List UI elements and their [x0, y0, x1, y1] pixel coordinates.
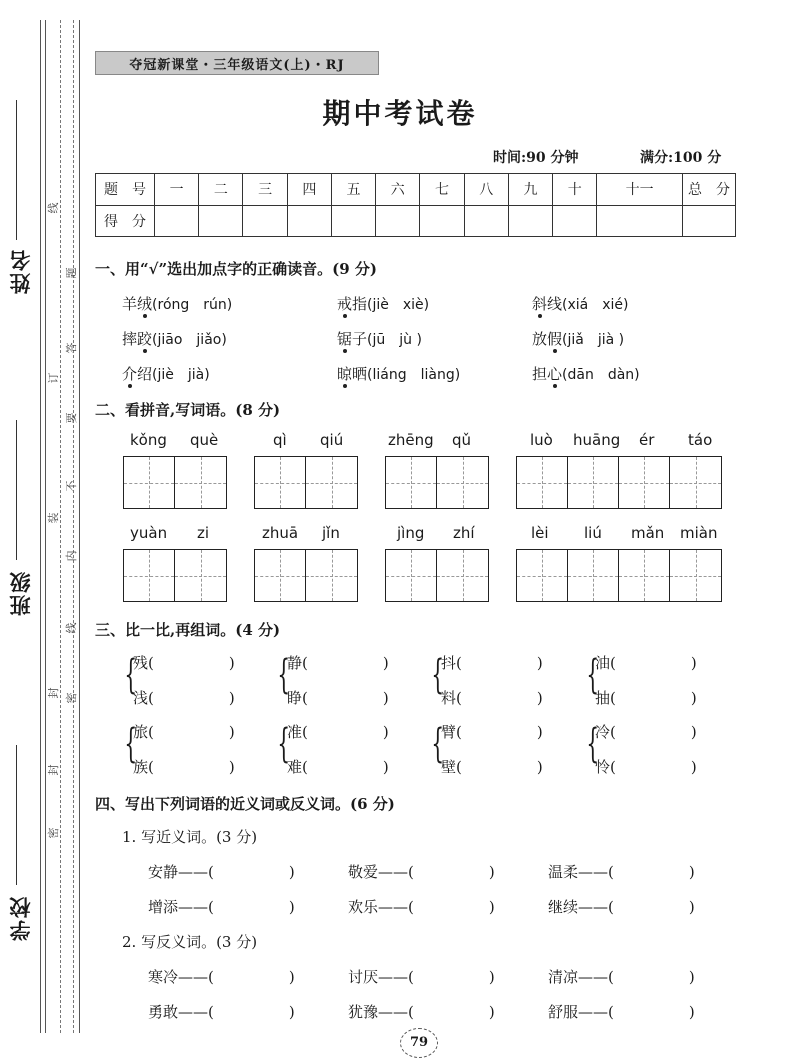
series-header: 夺冠新课堂・三年级语文(上)・RJ	[95, 51, 379, 75]
pinyin-label: qiú	[320, 431, 344, 449]
writing-grid[interactable]	[254, 456, 358, 509]
writing-grid[interactable]	[123, 549, 227, 602]
score-input-cell[interactable]	[464, 205, 508, 237]
pinyin-item: 晾晒(liáng liàng)	[337, 365, 461, 383]
table-cell: 九	[508, 174, 552, 206]
table-cell: 五	[331, 174, 375, 206]
name-label: 姓名	[8, 248, 33, 294]
writing-grid[interactable]	[516, 456, 722, 509]
pinyin-item: 戒指(jiè xiè)	[337, 295, 430, 313]
pinyin-item: 摔跤(jiāo jiǎo)	[122, 330, 227, 348]
score-input-cell[interactable]	[553, 205, 597, 237]
school-underline	[16, 745, 17, 885]
cut-mark: 答	[65, 342, 78, 354]
antonym-item[interactable]: 犹豫——( )	[348, 1003, 495, 1021]
sub-heading-antonyms: 2. 写反义词。(3 分)	[122, 933, 258, 951]
cut-line-inner	[73, 20, 74, 1033]
compare-item: 族( )	[133, 758, 235, 776]
antonym-item[interactable]: 寒冷——( )	[148, 968, 295, 986]
class-label: 班级	[8, 570, 33, 616]
writing-grid[interactable]	[385, 549, 489, 602]
brace: {	[586, 652, 600, 698]
page-title: 期中考试卷	[322, 97, 478, 130]
writing-grid[interactable]	[516, 549, 722, 602]
table-cell: 六	[376, 174, 420, 206]
brace: {	[586, 721, 600, 767]
pinyin-label: qǔ	[452, 431, 472, 449]
cut-mark: 装	[47, 512, 60, 524]
compare-item: 油( )	[595, 654, 697, 672]
table-cell: 得 分	[96, 205, 155, 237]
table-row	[96, 174, 736, 206]
pinyin-item: 斜线(xiá xié)	[532, 295, 629, 313]
cut-mark: 封	[47, 764, 60, 776]
page-number: 79	[400, 1028, 438, 1058]
brace: {	[277, 652, 291, 698]
dotted-char: 跤	[137, 330, 153, 348]
writing-grid[interactable]	[385, 456, 489, 509]
class-underline	[16, 420, 17, 560]
antonym-item[interactable]: 舒服——( )	[548, 1003, 695, 1021]
score-input-cell[interactable]	[376, 205, 420, 237]
pinyin-label: jǐn	[322, 524, 340, 542]
compare-item: 料( )	[441, 689, 543, 707]
pinyin-label: ér	[639, 431, 655, 449]
table-cell: 二	[199, 174, 243, 206]
compare-item: 抽( )	[595, 689, 697, 707]
compare-item: 臂( )	[441, 723, 543, 741]
dotted-char: 斜	[532, 295, 548, 313]
pinyin-item: 担心(dān dàn)	[532, 365, 640, 383]
compare-item: 壁( )	[441, 758, 543, 776]
pinyin-item: 放假(jiǎ jià )	[532, 330, 625, 348]
pinyin-label: qì	[273, 431, 287, 449]
dotted-char: 绒	[137, 295, 153, 313]
pinyin-label: zhuā	[262, 524, 299, 542]
pinyin-item: 锯子(jū jù )	[337, 330, 422, 348]
pinyin-label: zi	[197, 524, 210, 542]
pinyin-label: lèi	[531, 524, 549, 542]
synonym-item[interactable]: 安静——( )	[148, 863, 295, 881]
cut-mark: 封	[47, 687, 60, 699]
cut-mark: 线	[65, 622, 78, 634]
table-cell: 三	[243, 174, 287, 206]
writing-grid[interactable]	[254, 549, 358, 602]
dotted-char: 锯	[337, 330, 353, 348]
table-cell: 十一	[597, 174, 683, 206]
pinyin-item: 介绍(jiè jià)	[122, 365, 210, 383]
score-table	[95, 173, 736, 237]
score-input-cell[interactable]	[243, 205, 287, 237]
score-input-cell[interactable]	[199, 205, 243, 237]
writing-grid[interactable]	[123, 456, 227, 509]
table-row	[96, 205, 736, 237]
dotted-char: 戒	[337, 295, 353, 313]
cut-mark: 密	[65, 692, 78, 704]
margin-line-2	[45, 20, 46, 1033]
table-cell: 七	[420, 174, 464, 206]
table-cell: 题 号	[96, 174, 155, 206]
pinyin-label: luò	[530, 431, 553, 449]
brace: {	[124, 652, 138, 698]
pinyin-label: què	[190, 431, 219, 449]
compare-item: 旅( )	[133, 723, 235, 741]
school-label: 学校	[8, 895, 33, 941]
synonym-item[interactable]: 继续——( )	[548, 898, 695, 916]
synonym-item[interactable]: 敬爱——( )	[348, 863, 495, 881]
cut-mark: 密	[47, 827, 60, 839]
synonym-item[interactable]: 欢乐——( )	[348, 898, 495, 916]
pinyin-label: mǎn	[631, 524, 665, 542]
brace: {	[431, 721, 445, 767]
compare-item: 静( )	[287, 654, 389, 672]
brace: {	[431, 652, 445, 698]
compare-item: 睁( )	[287, 689, 389, 707]
pinyin-label: yuàn	[130, 524, 168, 542]
table-cell: 四	[287, 174, 331, 206]
synonym-item[interactable]: 温柔——( )	[548, 863, 695, 881]
compare-item: 抖( )	[441, 654, 543, 672]
synonym-item[interactable]: 增添——( )	[148, 898, 295, 916]
table-cell: 总 分	[683, 174, 736, 206]
score-input-cell[interactable]	[597, 205, 683, 237]
pinyin-label: zhēng	[388, 431, 434, 449]
compare-item: 难( )	[287, 758, 389, 776]
compare-item: 残( )	[133, 654, 235, 672]
compare-item: 冷( )	[595, 723, 697, 741]
cut-mark: 订	[47, 372, 60, 384]
dotted-char: 晾	[337, 365, 353, 383]
pinyin-label: kǒng	[130, 431, 167, 449]
table-cell: 一	[155, 174, 199, 206]
compare-item: 准( )	[287, 723, 389, 741]
score-input-cell[interactable]	[287, 205, 331, 237]
section3-heading: 三、比一比,再组词。(4 分)	[95, 621, 281, 639]
score-input-cell[interactable]	[331, 205, 375, 237]
pinyin-item: 羊绒(róng rún)	[122, 295, 233, 313]
compare-item: 浅( )	[133, 689, 235, 707]
pinyin-label: miàn	[680, 524, 718, 542]
antonym-item[interactable]: 勇敢——( )	[148, 1003, 295, 1021]
section4-heading: 四、写出下列词语的近义词或反义词。(6 分)	[95, 795, 395, 813]
section1-heading: 一、用“√”选出加点字的正确读音。(9 分)	[95, 260, 377, 278]
dotted-char: 心	[547, 365, 563, 383]
score-input-cell[interactable]	[155, 205, 199, 237]
dotted-char: 假	[547, 330, 563, 348]
dotted-char: 介	[122, 365, 138, 383]
cut-line-outer	[60, 20, 61, 1033]
sub-heading-synonyms: 1. 写近义词。(3 分)	[122, 828, 258, 846]
pinyin-label: huāng	[573, 431, 621, 449]
brace: {	[124, 721, 138, 767]
cut-mark: 不	[65, 480, 78, 492]
cut-mark: 要	[65, 412, 78, 424]
score-input-cell[interactable]	[683, 205, 736, 237]
score-input-cell[interactable]	[508, 205, 552, 237]
section2-heading: 二、看拼音,写词语。(8 分)	[95, 401, 281, 419]
full-score: 满分:100 分	[640, 150, 722, 166]
cut-mark: 题	[65, 267, 78, 279]
pinyin-label: táo	[688, 431, 713, 449]
brace: {	[277, 721, 291, 767]
pinyin-label: liú	[584, 524, 602, 542]
compare-item: 怜( )	[595, 758, 697, 776]
margin-line-1	[40, 20, 41, 1033]
margin-line-3	[79, 20, 80, 1033]
exam-time: 时间:90 分钟	[493, 150, 579, 166]
pinyin-label: zhí	[453, 524, 475, 542]
antonym-item[interactable]: 讨厌——( )	[348, 968, 495, 986]
pinyin-label: jìng	[397, 524, 425, 542]
table-cell: 十	[553, 174, 597, 206]
table-cell: 八	[464, 174, 508, 206]
score-input-cell[interactable]	[420, 205, 464, 237]
cut-mark: 线	[47, 202, 60, 214]
cut-mark: 内	[65, 550, 78, 562]
antonym-item[interactable]: 清凉——( )	[548, 968, 695, 986]
